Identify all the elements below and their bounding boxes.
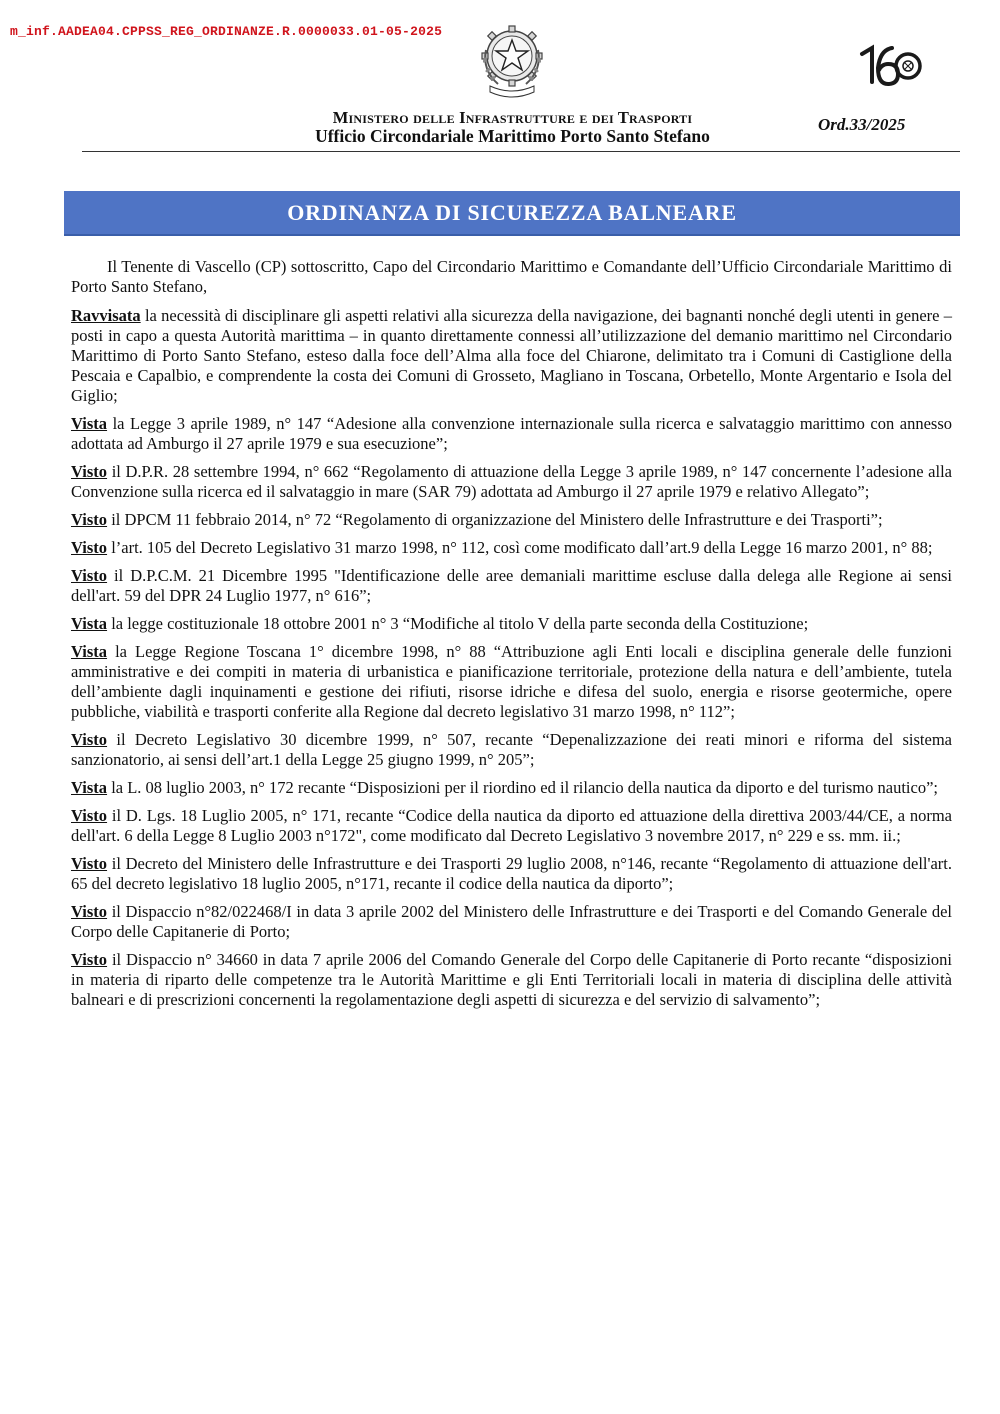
- recital-paragraph: [71, 538, 952, 558]
- recital-keyword: Visto: [71, 510, 108, 529]
- recital-text: il Decreto Legislativo 30 dicembre 1999, n° 507, recante “Depenalizzazione dei reati minori e riforma del sistema sanzionatorio, ai sensi dell’art.1 della Legge 25 giugno 1999, n° 205”;: [71, 730, 952, 769]
- recital-paragraph: [71, 566, 952, 606]
- recital-text: la legge costituzionale 18 ottobre 2001 n° 3 “Modifiche al titolo V della parte seconda della Costituzione;: [107, 614, 809, 633]
- recital-text: la necessità di disciplinare gli aspetti relativi alla sicurezza della navigazione, dei bagnanti nonché degli utenti in genere – posti in capo a questa Autorità marittima – in quanto direttamente connessi all’utilizzazione del demanio marittimo nel Circondario Marittimo di Porto Santo Stefano, esteso dalla foce dell’Alma alla foce del Chiarone, delimitato tra i Comuni di Castiglione della Pescaia e Capalbio, e comprendente la costa dei Comuni di Grosseto, Magliano in Toscana, Orbetello, Monte Argentario e Isola del Giglio;: [71, 306, 952, 405]
- recital-text: l’art. 105 del Decreto Legislativo 31 marzo 1998, n° 112, così come modificato dall’art.9 della Legge 16 marzo 2001, n° 88;: [107, 538, 933, 557]
- recital-paragraph: [71, 306, 952, 406]
- intro-paragraph: Il Tenente di Vascello (CP) sottoscritto, Capo del Circondario Marittimo e Comandante dell’Ufficio Circondariale Marittimo di Porto Santo Stefano,: [71, 257, 952, 296]
- recital-keyword: Visto: [71, 854, 108, 873]
- recital-keyword: Visto: [71, 950, 108, 969]
- ordinance-number: Ord.33/2025: [818, 115, 906, 134]
- recital-keyword: Visto: [71, 462, 108, 481]
- recital-paragraph: [71, 806, 952, 846]
- recital-paragraph: [71, 510, 952, 530]
- recital-text: il D.P.R. 28 settembre 1994, n° 662 “Regolamento di attuazione della Legge 3 aprile 1989, n° 147 concernente l’adesione alla Convenzione sulla ricerca ed il salvataggio in mare (SAR 79) adottata ad Amburgo il 27 aprile 1979 e relativo Allegato”;: [71, 462, 952, 501]
- recital-keyword: Visto: [71, 806, 108, 825]
- recital-paragraph: [71, 614, 952, 634]
- recital-paragraph: [71, 730, 952, 770]
- document-body: [71, 257, 952, 1018]
- document-title: ORDINANZA DI SICUREZZA BALNEARE: [287, 199, 737, 225]
- recital-paragraph: [71, 902, 952, 942]
- recital-keyword: Vista: [71, 642, 108, 661]
- recital-keyword: Vista: [71, 614, 108, 633]
- recital-paragraph: [71, 950, 952, 1010]
- recital-keyword: Visto: [71, 566, 108, 585]
- recital-text: il D.P.C.M. 21 Dicembre 1995 "Identificazione delle aree demaniali marittime escluse dalla delega alle Regione ai sensi dell'art. 59 del DPR 24 Luglio 1977, n° 616”;: [71, 566, 952, 605]
- recital-text: il Decreto del Ministero delle Infrastrutture e dei Trasporti 29 luglio 2008, n°146, recante “Regolamento di attuazione dell'art. 65 del decreto legislativo 18 luglio 2005, n°171, recante il codice della nautica da diporto”;: [71, 854, 952, 893]
- recital-text: la Legge 3 aprile 1989, n° 147 “Adesione alla convenzione internazionale sulla ricerca e salvataggio marittimo con annesso adottata ad Amburgo il 27 aprile 1979 e sua esecuzione”;: [71, 414, 952, 453]
- recital-keyword: Visto: [71, 902, 108, 921]
- office-name: Ufficio Circondariale Marittimo Porto Santo Stefano: [315, 126, 710, 146]
- anniversary-160-logo-icon: [858, 40, 924, 94]
- recital-paragraph: [71, 414, 952, 454]
- recital-text: la L. 08 luglio 2003, n° 172 recante “Disposizioni per il riordino ed il rilancio della nautica da diporto e del turismo nautico”;: [107, 778, 938, 797]
- recital-keyword: Visto: [71, 730, 108, 749]
- header-divider: [82, 151, 960, 152]
- recital-keyword: Vista: [71, 778, 108, 797]
- recital-keyword: Ravvisata: [71, 306, 141, 325]
- recital-text: il Dispaccio n° 34660 in data 7 aprile 2006 del Comando Generale del Corpo delle Capitanerie di Porto recante “disposizioni in materia di riparto delle competenze tra le Autorità Marittime e gli Enti Territoriali locali in materia di disciplina delle attività balneari e di prescrizioni concernenti la regolamentazione degli aspetti di sicurezza e del servizio di salvamento”;: [71, 950, 952, 1009]
- issuing-authority-header: [200, 108, 825, 146]
- recital-text: la Legge Regione Toscana 1° dicembre 1998, n° 88 “Attribuzione agli Enti locali e disciplina generale delle funzioni amministrative e dei compiti in materia di urbanistica e pianificazione territoriale, protezione della natura e dell’ambiente, tutela dell’ambiente dagli inquinamenti e gestione dei rifiuti, risorse idriche e difesa del suolo, energia e risorse geotermiche, opere pubbliche, viabilità e trasporti conferite alla Regione dal decreto legislativo 31 marzo 1998, n° 112”;: [71, 642, 952, 721]
- recital-keyword: Visto: [71, 538, 108, 557]
- italian-republic-emblem-icon: [476, 20, 548, 100]
- ministry-name: Ministero delle Infrastrutture e dei Trasporti: [332, 108, 693, 127]
- protocol-stamp: m_inf.AADEA04.CPPSS_REG_ORDINANZE.R.0000033.01-05-2025: [10, 24, 443, 39]
- recital-paragraph: [71, 462, 952, 502]
- recital-keyword: Vista: [71, 414, 108, 433]
- recital-text: il D. Lgs. 18 Luglio 2005, n° 171, recante “Codice della nautica da diporto ed attuazione della direttiva 2003/44/CE, a norma dell'art. 6 della Legge 8 Luglio 2003 n°172", come modificato dal Decreto Legislativo 3 novembre 2017, n° 229 e ss. mm. ii.;: [71, 806, 952, 845]
- recital-text: il Dispaccio n°82/022468/I in data 3 aprile 2002 del Ministero delle Infrastrutture e dei Trasporti e del Comando Generale del Corpo delle Capitanerie di Porto;: [71, 902, 952, 941]
- recital-paragraph: [71, 642, 952, 722]
- recitals-list: [71, 306, 952, 1010]
- recital-paragraph: [71, 854, 952, 894]
- recital-text: il DPCM 11 febbraio 2014, n° 72 “Regolamento di organizzazione del Ministero delle Infrastrutture e dei Trasporti”;: [107, 510, 883, 529]
- title-banner: [64, 191, 960, 236]
- recital-paragraph: [71, 778, 952, 798]
